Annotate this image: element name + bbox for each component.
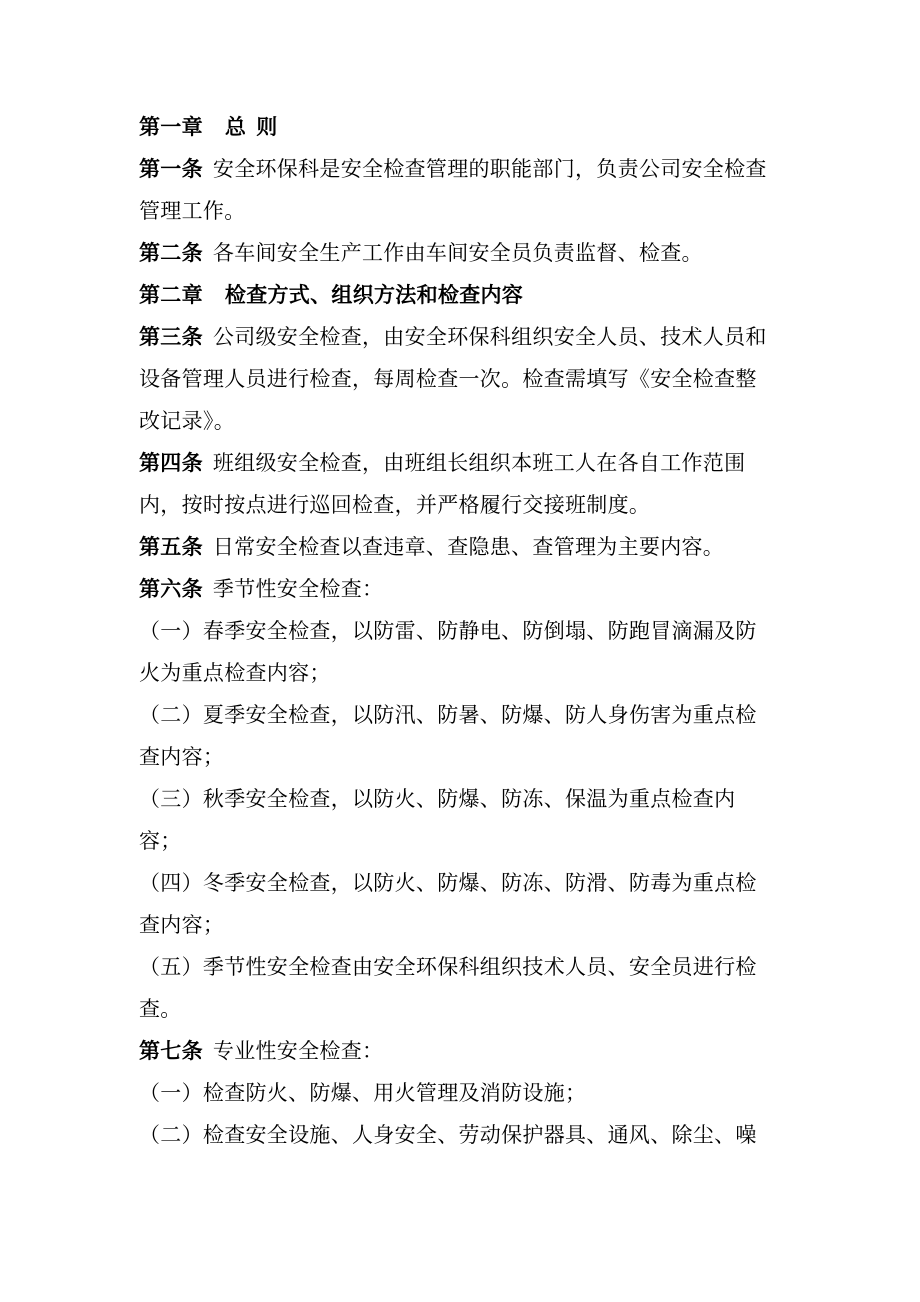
list-item-line [139,820,799,862]
article-label: 第一条 [139,157,203,181]
list-item-text: 查内容； [139,913,225,937]
list-item-text: （一）检查防火、防爆、用火管理及消防设施； [139,1081,587,1105]
list-item-line [139,610,799,652]
list-item-line [139,1114,799,1156]
article-label: 第二条 [139,241,203,265]
list-item-line [139,778,799,820]
list-item-line [139,946,799,988]
list-item-text: （二）夏季安全检查，以防汛、防暑、防爆、防人身伤害为重点检 [139,703,757,727]
article-text: 管理工作。 [139,199,246,223]
chapter-number: 第一章 [139,115,203,139]
article-text: 内，按时按点进行巡回检查，并严格履行交接班制度。 [139,493,651,517]
list-item-text: 查。 [139,997,182,1021]
article-label: 第四条 [139,451,203,475]
list-item-text: （一）春季安全检查，以防雷、防静电、防倒塌、防跑冒滴漏及防 [139,619,757,643]
article-line [139,568,799,610]
article-line [139,526,799,568]
list-item-text: 火为重点检查内容； [139,661,331,685]
article-text: 季节性安全检查： [212,577,384,601]
chapter-heading [139,106,799,148]
document-body [139,106,799,1156]
list-item-text: （三）秋季安全检查，以防火、防爆、防冻、保温为重点检查内 [139,787,736,811]
article-label: 第六条 [139,577,203,601]
list-item-line [139,904,799,946]
chapter-number: 第二章 [139,283,203,307]
article-line [139,358,799,400]
list-item-text: （二）检查安全设施、人身安全、劳动保护器具、通风、除尘、噪 [139,1123,757,1147]
article-text: 设备管理人员进行检查，每周检查一次。检查需填写《安全检查整 [139,367,757,391]
list-item-line [139,1072,799,1114]
list-item-line [139,694,799,736]
list-item-line [139,652,799,694]
article-label: 第五条 [139,535,203,559]
article-line [139,1030,799,1072]
article-line [139,232,799,274]
list-item-text: 容； [139,829,182,853]
article-text: 改记录》。 [139,409,235,433]
article-text: 安全环保科是安全检查管理的职能部门，负责公司安全检查 [212,157,767,181]
article-line [139,316,799,358]
article-text: 班组级安全检查，由班组长组织本班工人在各自工作范围 [212,451,746,475]
article-line [139,442,799,484]
article-text: 各车间安全生产工作由车间安全员负责监督、检查。 [212,241,703,265]
list-item-text: （四）冬季安全检查，以防火、防爆、防冻、防滑、防毒为重点检 [139,871,757,895]
list-item-line [139,736,799,778]
article-label: 第三条 [139,325,203,349]
chapter-title-part: 则 [256,115,278,139]
list-item-line [139,988,799,1030]
article-line [139,190,799,232]
list-item-line [139,862,799,904]
list-item-text: （五）季节性安全检查由安全环保科组织技术人员、安全员进行检 [139,955,757,979]
list-item-text: 查内容； [139,745,225,769]
article-text: 公司级安全检查，由安全环保科组织安全人员、技术人员和 [212,325,767,349]
article-line [139,484,799,526]
chapter-title-part: 总 [224,115,247,139]
article-text: 专业性安全检查： [212,1039,384,1063]
chapter-title: 检查方式、组织方法和检查内容 [224,283,524,307]
article-text: 日常安全检查以查违章、查隐患、查管理为主要内容。 [212,535,725,559]
article-line [139,400,799,442]
chapter-heading [139,274,799,316]
article-line [139,148,799,190]
article-label: 第七条 [139,1039,203,1063]
